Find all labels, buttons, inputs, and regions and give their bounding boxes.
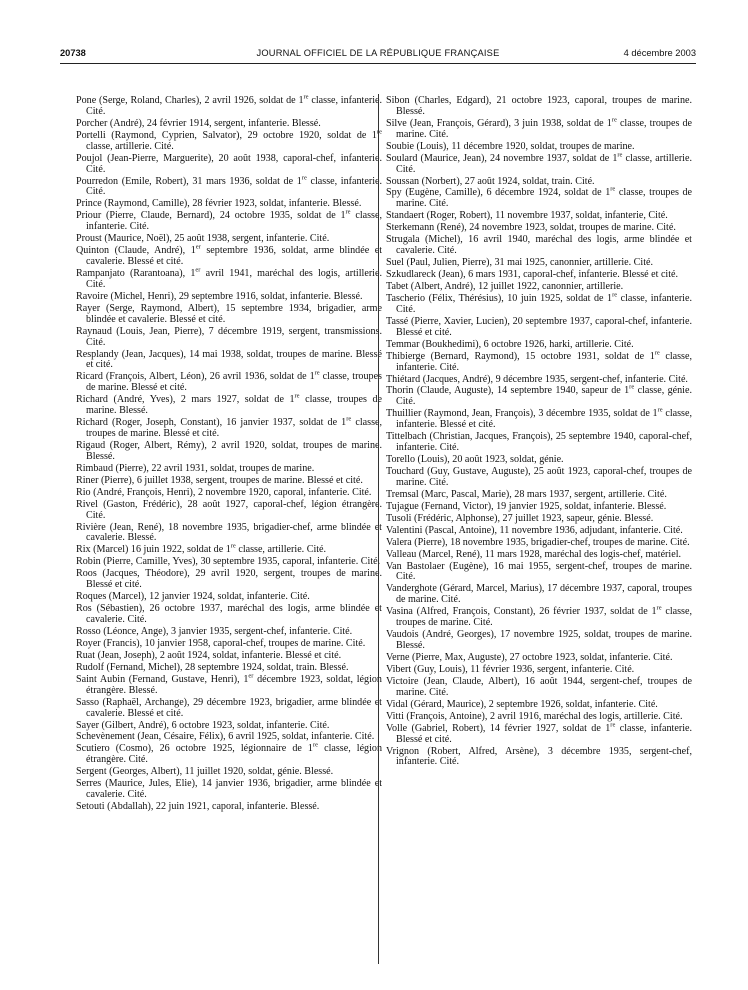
list-item: Sergent (Georges, Albert), 11 juillet 1920, soldat, génie. Blessé.: [76, 766, 334, 778]
page-header: [60, 48, 696, 62]
list-item: Strugala (Michel), 16 avril 1940, maréchal des logis, arme blindée et cavalerie. Cité.: [386, 234, 692, 257]
list-item: Royer (Francis), 10 janvier 1958, caporal-chef, troupes de marine. Cité.: [76, 637, 366, 649]
list-item: Ricard (François, Albert, Léon), 26 avril 1936, soldat de 1re classe, troupes de marine. Blessé et cité.: [76, 370, 382, 394]
list-item: Victoire (Jean, Claude, Albert), 16 août 1944, sergent-chef, troupes de marine. Cité.: [386, 675, 692, 698]
list-item: Valleau (Marcel, René), 11 mars 1928, maréchal des logis-chef, matériel.: [386, 548, 682, 560]
list-item: Rosso (Léonce, Ange), 3 janvier 1935, sergent-chef, infanterie. Cité.: [76, 626, 353, 637]
list-item: Sterkemann (René), 24 novembre 1923, soldat, troupes de marine. Cité.: [386, 222, 676, 234]
list-item: Rivière (Jean, René), 18 novembre 1935, brigadier-chef, arme blindée et cavalerie. Blessé.: [76, 521, 382, 544]
list-item: Temmar (Boukhedimi), 6 octobre 1926, harki, artillerie. Cité.: [386, 338, 634, 350]
list-item: Vidal (Gérard, Maurice), 2 septembre 1926, soldat, infanterie. Cité.: [386, 698, 658, 710]
list-item: Riner (Pierre), 6 juillet 1938, sergent, troupes de marine. Blessé et cité.: [76, 474, 363, 486]
page-number: 20738: [60, 48, 86, 58]
list-item: Rayer (Serge, Raymond, Albert), 15 septembre 1934, brigadier, arme blindée et cavalerie. Blessé et cité.: [76, 302, 382, 325]
issue-date: 4 décembre 2003: [623, 48, 696, 58]
list-item: Szkudlareck (Jean), 6 mars 1931, caporal-chef, infanterie. Blessé et cité.: [386, 269, 679, 281]
column-divider: [378, 94, 379, 964]
list-item: Rivel (Gaston, Frédéric), 28 août 1927, caporal-chef, légion étrangère. Cité.: [76, 498, 382, 521]
list-item: Spy (Eugène, Camille), 6 décembre 1924, soldat de 1re classe, troupes de marine. Cité.: [386, 186, 693, 210]
list-item: Porcher (André), 24 février 1914, sergent, infanterie. Blessé.: [76, 117, 321, 129]
list-item: Sibon (Charles, Edgard), 21 octobre 1923, caporal, troupes de marine. Blessé.: [386, 95, 692, 117]
list-item: Vasina (Alfred, François, Constant), 26 février 1937, soldat de 1re classe, troupes de marine. Cité.: [386, 604, 692, 629]
list-item: Pourredon (Emile, Robert), 31 mars 1936, soldat de 1re classe, infanterie. Cité.: [76, 174, 382, 198]
list-item: Torello (Louis), 20 août 1923, soldat, génie.: [386, 454, 564, 466]
list-item: Robin (Pierre, Camille, Yves), 30 septembre 1935, caporal, infanterie. Cité.: [76, 556, 381, 568]
list-item: Vitti (François, Antoine), 2 avril 1916, maréchal des logis, artillerie. Cité.: [386, 710, 683, 722]
list-item: Rudolf (Fernand, Michel), 28 septembre 1924, soldat, train. Blessé.: [76, 661, 349, 673]
list-item: Touchard (Guy, Gustave, Auguste), 25 août 1923, caporal-chef, troupes de marine. Cité.: [386, 465, 692, 488]
list-item: Tassé (Pierre, Xavier, Lucien), 20 septembre 1937, caporal-chef, infanterie. Blessé et cité.: [386, 315, 692, 338]
list-item: Richard (André, Yves), 2 mars 1927, soldat de 1re classe, troupes de marine. Blessé.: [76, 392, 382, 417]
list-item: Ruat (Jean, Joseph), 2 août 1924, soldat, infanterie. Blessé et cité.: [76, 649, 342, 661]
list-item: Thorin (Claude, Auguste), 14 septembre 1940, sapeur de 1re classe, génie. Cité.: [386, 384, 692, 408]
list-item: Tascherio (Félix, Thérésius), 10 juin 1925, soldat de 1re classe, infanterie. Cité.: [386, 291, 692, 315]
list-item: Richard (Roger, Joseph, Constant), 16 janvier 1937, soldat de 1re classe, troupes de marine. Blessé et cité.: [76, 415, 382, 440]
list-item: Proust (Maurice, Noël), 25 août 1938, sergent, infanterie. Cité.: [76, 233, 330, 245]
list-item: Priour (Pierre, Claude, Bernard), 24 octobre 1935, soldat de 1re classe, infanterie. Cité.: [76, 208, 382, 233]
list-item: Soubie (Louis), 11 décembre 1920, soldat, troupes de marine.: [386, 140, 635, 152]
list-item: Pone (Serge, Roland, Charles), 2 avril 1926, soldat de 1re classe, infanterie. Cité.: [76, 93, 382, 117]
list-item: Serres (Maurice, Jules, Elie), 14 janvier 1936, brigadier, arme blindée et cavalerie. Cité.: [76, 778, 382, 801]
list-item: Verne (Pierre, Max, Auguste), 27 octobre 1923, soldat, infanterie. Cité.: [386, 652, 673, 663]
list-item: Tittelbach (Christian, Jacques, François), 25 septembre 1940, caporal-chef, infanterie. Cité.: [386, 431, 692, 454]
list-item: Thuillier (Raymond, Jean, François), 3 décembre 1935, soldat de 1re classe, infanterie. Blessé et cité.: [386, 406, 692, 431]
list-item: Poujol (Jean-Pierre, Marguerite), 20 août 1938, caporal-chef, infanterie. Cité.: [76, 152, 382, 175]
journal-title: JOURNAL OFFICIEL DE LA RÉPUBLIQUE FRANÇAISE: [256, 48, 500, 58]
right-column: [386, 96, 692, 769]
list-item: Quinton (Claude, André), 1er septembre 1936, soldat, arme blindée et cavalerie. Blessé et cité.: [76, 243, 383, 268]
list-item: Soussan (Norbert), 27 août 1924, soldat, train. Cité.: [386, 175, 595, 187]
list-item: Thibierge (Bernard, Raymond), 15 octobre 1931, soldat de 1re classe, infanterie. Cité.: [386, 349, 692, 373]
list-item: Valentini (Pascal, Antoine), 11 novembre 1936, adjudant, infanterie. Cité.: [386, 524, 683, 536]
list-item: Tusoli (Frédéric, Alphonse), 27 juillet 1923, sapeur, génie. Blessé.: [386, 512, 654, 524]
list-item: Vrignon (Robert, Alfred, Arsène), 3 décembre 1935, sergent-chef, infanterie. Cité.: [386, 745, 692, 768]
list-item: Portelli (Raymond, Cyprien, Salvator), 29 octobre 1920, soldat de 1re classe, artillerie. Cité.: [76, 128, 382, 152]
list-item: Volle (Gabriel, Robert), 14 février 1927, soldat de 1re classe, infanterie. Blessé et cité.: [386, 721, 692, 745]
list-item: Roques (Marcel), 12 janvier 1924, soldat, infanterie. Cité.: [76, 591, 310, 603]
list-item: Setouti (Abdallah), 22 juin 1921, caporal, infanterie. Blessé.: [76, 801, 320, 813]
list-item: Sayer (Gilbert, André), 6 octobre 1923, soldat, infanterie. Cité.: [76, 719, 330, 731]
list-item: Tujague (Fernand, Victor), 19 janvier 1925, soldat, infanterie. Blessé.: [386, 500, 667, 512]
list-item: Standaert (Roger, Robert), 11 novembre 1937, soldat, infanterie, Cité.: [386, 210, 668, 222]
list-item: Silve (Jean, François, Gérard), 3 juin 1938, soldat de 1re classe, troupes de marine. Cité.: [386, 116, 692, 140]
list-item: Vibert (Guy, Louis), 11 février 1936, sergent, infanterie. Cité.: [386, 663, 635, 675]
list-item: Vanderghote (Gérard, Marcel, Marius), 17 décembre 1937, caporal, troupes de marine. Cité.: [386, 583, 692, 606]
list-item: Scutiero (Cosmo), 26 octobre 1925, légionnaire de 1re classe, légion étrangère. Cité.: [76, 742, 383, 766]
list-item: Valera (Pierre), 18 novembre 1935, brigadier-chef, troupes de marine. Cité.: [386, 536, 690, 548]
header-rule: [60, 63, 696, 64]
list-item: Ros (Sébastien), 26 octobre 1937, maréchal des logis, arme blindée et cavalerie. Cité.: [76, 603, 382, 626]
list-item: Van Bastolaer (Eugène), 16 mai 1955, sergent-chef, troupes de marine. Cité.: [386, 560, 692, 583]
list-item: Saint Aubin (Fernand, Gustave, Henri), 1er décembre 1923, soldat, légion étrangère. Blessé.: [76, 672, 382, 696]
list-item: Rigaud (Roger, Albert, Rémy), 2 avril 1920, soldat, troupes de marine. Blessé.: [76, 439, 382, 462]
left-column: [76, 93, 383, 814]
list-item: Roos (Jacques, Théodore), 29 avril 1920, sergent, troupes de marine. Blessé et cité.: [76, 568, 382, 591]
list-item: Raynaud (Louis, Jean, Pierre), 7 décembre 1919, sergent, transmissions. Cité.: [76, 325, 382, 348]
list-item: Rimbaud (Pierre), 22 avril 1931, soldat, troupes de marine.: [76, 462, 315, 474]
list-item: Rix (Marcel) 16 juin 1922, soldat de 1re classe, artillerie. Cité.: [76, 543, 327, 556]
list-item: Thiétard (Jacques, André), 9 décembre 1935, sergent-chef, infanterie. Cité.: [386, 373, 688, 385]
list-item: Soulard (Maurice, Jean), 24 novembre 1937, soldat de 1re classe, artillerie. Cité.: [386, 151, 692, 175]
list-item: Tremsal (Marc, Pascal, Marie), 28 mars 1937, sergent, artillerie. Cité.: [386, 488, 667, 500]
list-item: Schevènement (Jean, Césaire, Félix), 6 avril 1925, soldat, infanterie. Cité.: [76, 731, 375, 743]
list-item: Ravoire (Michel, Henri), 29 septembre 1916, soldat, infanterie. Blessé.: [76, 290, 363, 302]
list-item: Prince (Raymond, Camille), 28 février 1923, soldat, infanterie. Blessé.: [76, 198, 362, 210]
list-item: Tabet (Albert, André), 12 juillet 1922, canonnier, artillerie.: [386, 281, 624, 293]
list-item: Rio (André, François, Henri), 2 novembre 1920, caporal, infanterie. Cité.: [76, 486, 372, 498]
list-item: Suel (Paul, Julien, Pierre), 31 mai 1925, canonnier, artillerie. Cité.: [386, 257, 654, 269]
list-item: Rampanjato (Rarantoana), 1er avril 1941, maréchal des logis, artillerie. Cité.: [76, 266, 382, 290]
list-item: Vaudois (André, Georges), 17 novembre 1925, soldat, troupes de marine. Blessé.: [386, 629, 692, 652]
list-item: Resplandy (Jean, Jacques), 14 mai 1938, soldat, troupes de marine. Blessé et cité.: [76, 348, 382, 371]
list-item: Sasso (Raphaël, Archange), 29 décembre 1923, brigadier, arme blindée et cavalerie. Blessé et cité.: [76, 696, 382, 719]
